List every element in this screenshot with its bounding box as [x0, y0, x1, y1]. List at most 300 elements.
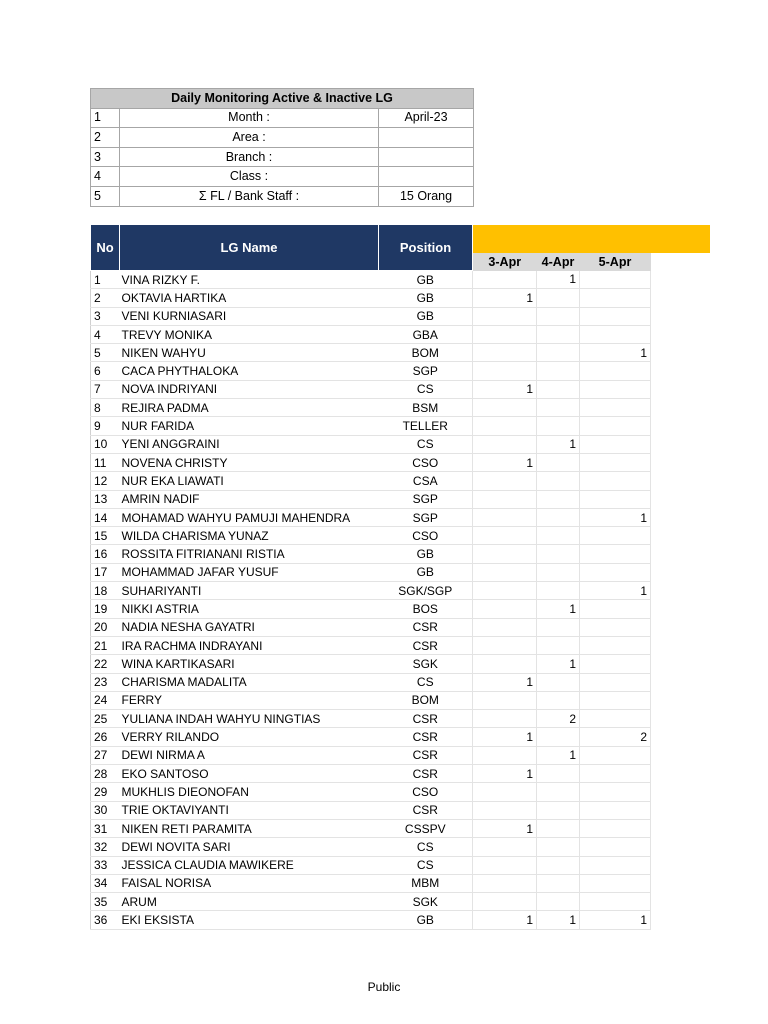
row-no: 17	[91, 563, 120, 581]
row-lg-name: DEWI NIRMA A	[120, 746, 379, 764]
row-position: SGK/SGP	[379, 582, 473, 600]
row-day-count	[580, 435, 651, 453]
table-row	[91, 636, 711, 654]
row-position: GB	[379, 307, 473, 325]
row-day-count: 1	[580, 582, 651, 600]
table-row	[91, 289, 711, 307]
row-no: 2	[91, 289, 120, 307]
header-gold-band-ext	[651, 225, 711, 253]
row-position: GB	[379, 289, 473, 307]
row-spacer	[651, 911, 711, 929]
info-title: Daily Monitoring Active & Inactive LG	[91, 89, 474, 109]
info-row-no: 4	[91, 167, 120, 187]
row-no: 7	[91, 380, 120, 398]
row-day-count	[537, 490, 580, 508]
row-position: CS	[379, 380, 473, 398]
table-row	[91, 563, 711, 581]
row-day-count: 1	[473, 380, 537, 398]
row-day-count	[580, 600, 651, 618]
row-spacer	[651, 508, 711, 526]
row-position: GB	[379, 545, 473, 563]
row-day-count	[473, 874, 537, 892]
row-day-count	[580, 783, 651, 801]
row-day-count	[537, 508, 580, 526]
row-day-count	[473, 746, 537, 764]
table-row	[91, 508, 711, 526]
row-day-count	[537, 472, 580, 490]
row-spacer	[651, 636, 711, 654]
row-position: CSO	[379, 783, 473, 801]
row-position: CSR	[379, 636, 473, 654]
info-row-no: 1	[91, 108, 120, 128]
info-row-value	[379, 167, 474, 187]
row-lg-name: NIKEN RETI PARAMITA	[120, 819, 379, 837]
row-spacer	[651, 417, 711, 435]
row-lg-name: FAISAL NORISA	[120, 874, 379, 892]
row-position: CSR	[379, 765, 473, 783]
row-spacer	[651, 380, 711, 398]
row-spacer	[651, 289, 711, 307]
row-day-count	[580, 765, 651, 783]
row-day-count	[537, 691, 580, 709]
row-day-count	[580, 289, 651, 307]
row-spacer	[651, 271, 711, 289]
row-day-count: 1	[473, 911, 537, 929]
row-lg-name: NOVA INDRIYANI	[120, 380, 379, 398]
row-day-count	[473, 893, 537, 911]
table-row	[91, 801, 711, 819]
row-day-count: 1	[537, 655, 580, 673]
table-row	[91, 893, 711, 911]
row-lg-name: NUR FARIDA	[120, 417, 379, 435]
row-spacer	[651, 765, 711, 783]
row-day-count	[580, 801, 651, 819]
row-day-count	[537, 893, 580, 911]
row-no: 30	[91, 801, 120, 819]
info-table	[90, 88, 474, 207]
row-no: 12	[91, 472, 120, 490]
row-spacer	[651, 600, 711, 618]
row-day-count: 1	[537, 911, 580, 929]
table-row	[91, 911, 711, 929]
row-day-count	[580, 563, 651, 581]
row-day-count	[580, 527, 651, 545]
row-no: 19	[91, 600, 120, 618]
row-day-count: 1	[537, 746, 580, 764]
row-position: BOM	[379, 691, 473, 709]
row-day-count	[473, 362, 537, 380]
row-spacer	[651, 893, 711, 911]
row-no: 21	[91, 636, 120, 654]
row-no: 23	[91, 673, 120, 691]
info-row-value	[379, 147, 474, 167]
row-day-count	[473, 508, 537, 526]
row-position: CSR	[379, 728, 473, 746]
row-day-count	[473, 838, 537, 856]
row-lg-name: MOHAMMAD JAFAR YUSUF	[120, 563, 379, 581]
row-lg-name: CHARISMA MADALITA	[120, 673, 379, 691]
row-position: CSSPV	[379, 819, 473, 837]
row-spacer	[651, 435, 711, 453]
info-row-label: Class :	[120, 167, 379, 187]
row-day-count: 2	[537, 710, 580, 728]
row-day-count	[473, 710, 537, 728]
table-row	[91, 655, 711, 673]
row-position: BSM	[379, 399, 473, 417]
table-row	[91, 380, 711, 398]
table-row	[91, 728, 711, 746]
row-position: CS	[379, 856, 473, 874]
row-day-count: 1	[537, 271, 580, 289]
table-row	[91, 399, 711, 417]
row-day-count	[537, 399, 580, 417]
row-day-count	[580, 472, 651, 490]
row-no: 16	[91, 545, 120, 563]
row-spacer	[651, 545, 711, 563]
row-position: GBA	[379, 325, 473, 343]
row-lg-name: FERRY	[120, 691, 379, 709]
table-row	[91, 691, 711, 709]
row-day-count: 1	[473, 765, 537, 783]
table-row	[91, 362, 711, 380]
footer-classification: Public	[367, 980, 401, 994]
info-row-no: 5	[91, 186, 120, 206]
row-day-count	[473, 307, 537, 325]
row-lg-name: VENI KURNIASARI	[120, 307, 379, 325]
row-day-count: 1	[473, 289, 537, 307]
row-spacer	[651, 728, 711, 746]
row-position: CS	[379, 435, 473, 453]
row-lg-name: REJIRA PADMA	[120, 399, 379, 417]
row-lg-name: EKI EKSISTA	[120, 911, 379, 929]
info-row	[91, 186, 474, 206]
header-blank	[651, 253, 711, 271]
row-day-count	[473, 618, 537, 636]
row-day-count	[473, 655, 537, 673]
row-day-count	[537, 563, 580, 581]
table-row	[91, 545, 711, 563]
row-lg-name: MUKHLIS DIEONOFAN	[120, 783, 379, 801]
row-spacer	[651, 710, 711, 728]
row-day-count	[473, 856, 537, 874]
row-day-count	[580, 271, 651, 289]
row-day-count	[473, 563, 537, 581]
table-row	[91, 472, 711, 490]
row-spacer	[651, 691, 711, 709]
row-lg-name: AMRIN NADIF	[120, 490, 379, 508]
row-lg-name: WINA KARTIKASARI	[120, 655, 379, 673]
row-no: 9	[91, 417, 120, 435]
row-day-count	[580, 838, 651, 856]
row-day-count	[473, 435, 537, 453]
info-row-value: April-23	[379, 108, 474, 128]
header-gold-band	[473, 225, 651, 253]
row-no: 33	[91, 856, 120, 874]
row-lg-name: CACA PHYTHALOKA	[120, 362, 379, 380]
row-day-count	[580, 362, 651, 380]
info-row	[91, 108, 474, 128]
table-row	[91, 453, 711, 471]
table-row	[91, 527, 711, 545]
row-position: TELLER	[379, 417, 473, 435]
row-day-count	[537, 453, 580, 471]
row-day-count: 1	[537, 600, 580, 618]
table-row	[91, 417, 711, 435]
table-row	[91, 435, 711, 453]
row-day-count	[537, 380, 580, 398]
row-day-count	[580, 819, 651, 837]
row-lg-name: TRIE OKTAVIYANTI	[120, 801, 379, 819]
row-spacer	[651, 783, 711, 801]
row-no: 25	[91, 710, 120, 728]
row-spacer	[651, 344, 711, 362]
header-date: 4-Apr	[537, 253, 580, 271]
row-day-count	[580, 490, 651, 508]
row-lg-name: VINA RIZKY F.	[120, 271, 379, 289]
header-date: 5-Apr	[580, 253, 651, 271]
row-no: 11	[91, 453, 120, 471]
row-no: 18	[91, 582, 120, 600]
table-row	[91, 710, 711, 728]
row-day-count: 1	[580, 344, 651, 362]
row-position: SGK	[379, 893, 473, 911]
row-spacer	[651, 874, 711, 892]
row-day-count	[537, 344, 580, 362]
row-day-count	[580, 399, 651, 417]
row-day-count	[473, 801, 537, 819]
row-no: 20	[91, 618, 120, 636]
row-no: 35	[91, 893, 120, 911]
row-lg-name: ROSSITA FITRIANANI RISTIA	[120, 545, 379, 563]
row-day-count	[537, 673, 580, 691]
row-day-count: 1	[473, 453, 537, 471]
row-position: CSA	[379, 472, 473, 490]
row-day-count	[537, 289, 580, 307]
row-spacer	[651, 838, 711, 856]
row-day-count	[580, 545, 651, 563]
table-row	[91, 618, 711, 636]
row-day-count	[580, 893, 651, 911]
table-row	[91, 874, 711, 892]
row-day-count	[580, 380, 651, 398]
table-row	[91, 600, 711, 618]
table-row	[91, 271, 711, 289]
row-day-count	[537, 801, 580, 819]
row-day-count	[580, 417, 651, 435]
row-day-count	[537, 618, 580, 636]
row-no: 36	[91, 911, 120, 929]
row-spacer	[651, 563, 711, 581]
row-spacer	[651, 582, 711, 600]
table-row	[91, 746, 711, 764]
row-lg-name: TREVY MONIKA	[120, 325, 379, 343]
row-spacer	[651, 307, 711, 325]
info-row	[91, 167, 474, 187]
row-lg-name: YENI ANGGRAINI	[120, 435, 379, 453]
row-no: 3	[91, 307, 120, 325]
row-day-count	[580, 673, 651, 691]
row-day-count	[580, 307, 651, 325]
row-no: 27	[91, 746, 120, 764]
row-no: 10	[91, 435, 120, 453]
row-spacer	[651, 490, 711, 508]
row-day-count	[537, 325, 580, 343]
row-position: GB	[379, 911, 473, 929]
table-row	[91, 582, 711, 600]
header-position: Position	[379, 225, 473, 271]
row-spacer	[651, 673, 711, 691]
header-no: No	[91, 225, 120, 271]
row-position: GB	[379, 563, 473, 581]
table-row	[91, 856, 711, 874]
row-no: 34	[91, 874, 120, 892]
row-day-count	[537, 417, 580, 435]
row-lg-name: EKO SANTOSO	[120, 765, 379, 783]
row-day-count	[580, 746, 651, 764]
row-no: 8	[91, 399, 120, 417]
table-row	[91, 673, 711, 691]
table-row	[91, 765, 711, 783]
lg-table-body	[91, 271, 711, 930]
row-no: 15	[91, 527, 120, 545]
table-row	[91, 344, 711, 362]
row-day-count	[580, 856, 651, 874]
row-day-count	[537, 838, 580, 856]
table-row	[91, 307, 711, 325]
row-day-count	[580, 618, 651, 636]
row-lg-name: DEWI NOVITA SARI	[120, 838, 379, 856]
row-lg-name: NIKKI ASTRIA	[120, 600, 379, 618]
row-day-count	[473, 399, 537, 417]
row-spacer	[651, 453, 711, 471]
row-lg-name: NIKEN WAHYU	[120, 344, 379, 362]
row-no: 28	[91, 765, 120, 783]
row-day-count	[473, 783, 537, 801]
row-position: MBM	[379, 874, 473, 892]
row-day-count	[473, 582, 537, 600]
info-row	[91, 128, 474, 148]
row-position: CSR	[379, 801, 473, 819]
info-row-no: 3	[91, 147, 120, 167]
row-day-count	[473, 691, 537, 709]
row-lg-name: NOVENA CHRISTY	[120, 453, 379, 471]
row-day-count	[537, 819, 580, 837]
row-no: 1	[91, 271, 120, 289]
row-position: BOM	[379, 344, 473, 362]
row-lg-name: YULIANA INDAH WAHYU NINGTIAS	[120, 710, 379, 728]
row-day-count	[473, 325, 537, 343]
row-position: CSR	[379, 618, 473, 636]
row-no: 5	[91, 344, 120, 362]
row-position: CS	[379, 673, 473, 691]
table-row	[91, 819, 711, 837]
row-lg-name: WILDA CHARISMA YUNAZ	[120, 527, 379, 545]
info-row-label: Month :	[120, 108, 379, 128]
row-spacer	[651, 362, 711, 380]
row-no: 26	[91, 728, 120, 746]
row-no: 6	[91, 362, 120, 380]
row-no: 22	[91, 655, 120, 673]
row-day-count: 1	[473, 728, 537, 746]
row-spacer	[651, 746, 711, 764]
row-spacer	[651, 801, 711, 819]
row-day-count	[537, 582, 580, 600]
row-spacer	[651, 325, 711, 343]
row-day-count	[580, 710, 651, 728]
info-row-label: Branch :	[120, 147, 379, 167]
row-day-count	[537, 874, 580, 892]
row-position: CSR	[379, 710, 473, 728]
row-day-count	[537, 636, 580, 654]
header-lg-name: LG Name	[120, 225, 379, 271]
row-position: CSO	[379, 453, 473, 471]
row-lg-name: VERRY RILANDO	[120, 728, 379, 746]
row-no: 24	[91, 691, 120, 709]
row-day-count	[473, 636, 537, 654]
row-lg-name: NUR EKA LIAWATI	[120, 472, 379, 490]
row-day-count: 1	[580, 911, 651, 929]
row-spacer	[651, 655, 711, 673]
row-day-count	[473, 527, 537, 545]
row-day-count	[580, 453, 651, 471]
table-row	[91, 783, 711, 801]
table-row	[91, 490, 711, 508]
row-spacer	[651, 618, 711, 636]
row-day-count	[537, 783, 580, 801]
row-day-count	[580, 636, 651, 654]
row-no: 32	[91, 838, 120, 856]
row-position: CSO	[379, 527, 473, 545]
row-day-count: 1	[473, 819, 537, 837]
header-date: 3-Apr	[473, 253, 537, 271]
row-position: CSR	[379, 746, 473, 764]
lg-table	[90, 224, 711, 930]
row-spacer	[651, 856, 711, 874]
info-row-label: Area :	[120, 128, 379, 148]
row-lg-name: OKTAVIA HARTIKA	[120, 289, 379, 307]
info-row-value	[379, 128, 474, 148]
row-lg-name: JESSICA CLAUDIA MAWIKERE	[120, 856, 379, 874]
row-day-count	[473, 417, 537, 435]
row-position: SGP	[379, 490, 473, 508]
row-no: 13	[91, 490, 120, 508]
row-day-count	[537, 856, 580, 874]
row-position: GB	[379, 271, 473, 289]
row-day-count: 1	[580, 508, 651, 526]
info-row-no: 2	[91, 128, 120, 148]
row-day-count	[537, 362, 580, 380]
row-no: 4	[91, 325, 120, 343]
row-no: 31	[91, 819, 120, 837]
row-spacer	[651, 399, 711, 417]
row-lg-name: SUHARIYANTI	[120, 582, 379, 600]
row-day-count: 2	[580, 728, 651, 746]
row-day-count	[580, 874, 651, 892]
row-position: SGP	[379, 508, 473, 526]
row-position: SGP	[379, 362, 473, 380]
row-spacer	[651, 472, 711, 490]
row-position: SGK	[379, 655, 473, 673]
row-day-count	[537, 765, 580, 783]
row-no: 14	[91, 508, 120, 526]
row-day-count: 1	[473, 673, 537, 691]
table-row	[91, 325, 711, 343]
row-day-count	[473, 271, 537, 289]
row-position: CS	[379, 838, 473, 856]
row-day-count	[473, 490, 537, 508]
row-day-count	[580, 655, 651, 673]
table-row	[91, 838, 711, 856]
